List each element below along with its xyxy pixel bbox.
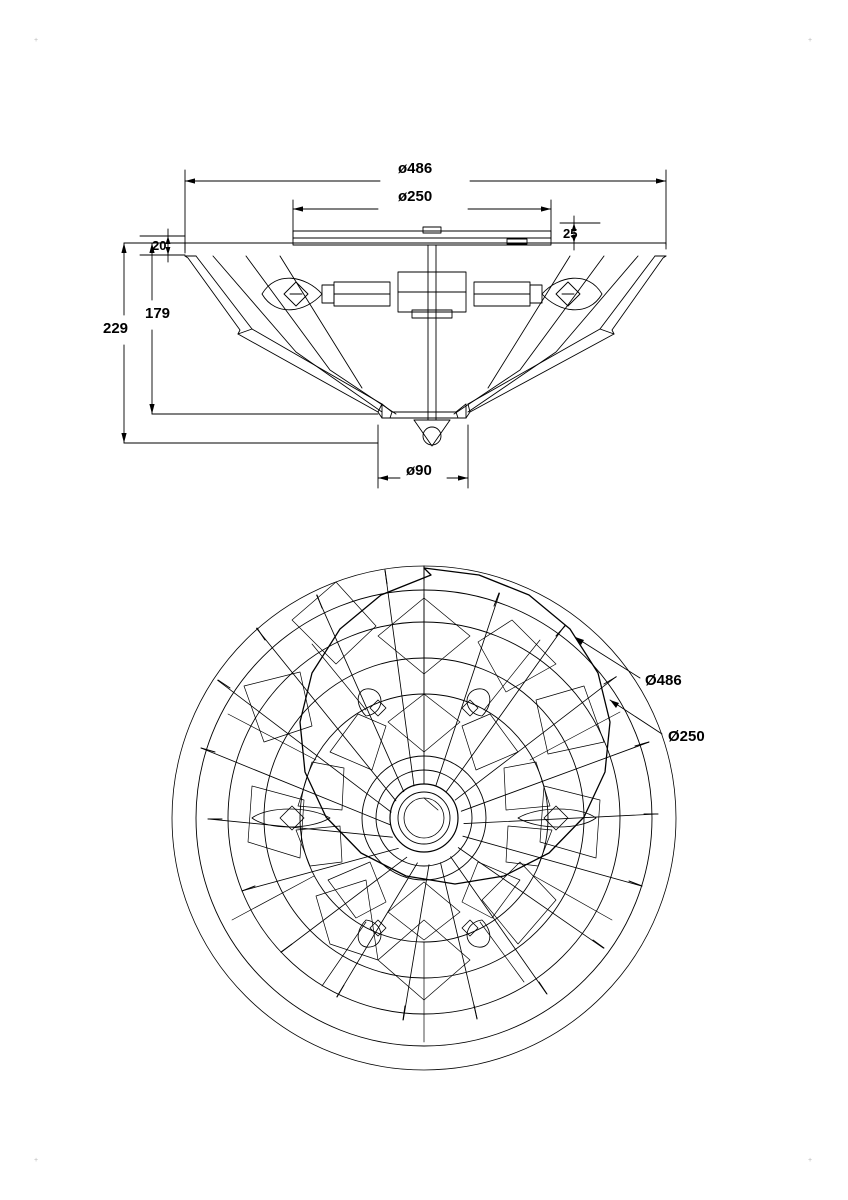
plan-geometry <box>172 566 676 1070</box>
dim-plan-outer-diameter: Ø486 <box>645 672 682 689</box>
dim-outer-diameter: ø486 <box>398 160 433 177</box>
dim-plan-inner-diameter: Ø250 <box>668 728 705 745</box>
corner-mark-bottom-right: + <box>808 1157 813 1164</box>
corner-mark-top-left: + <box>34 37 39 44</box>
dim-top-plate-height: 20 <box>152 238 167 253</box>
dim-inner-diameter: ø250 <box>398 188 433 205</box>
elevation-geometry <box>185 227 666 446</box>
dim-canopy-height: 25 <box>563 226 578 241</box>
dim-body-height: 179 <box>145 305 171 322</box>
dim-total-height: 229 <box>103 320 129 337</box>
corner-mark-bottom-left: + <box>34 1157 39 1164</box>
dim-base-diameter: ø90 <box>406 462 432 479</box>
elevation-dimension-lines <box>121 170 666 488</box>
corner-mark-top-right: + <box>808 37 813 44</box>
